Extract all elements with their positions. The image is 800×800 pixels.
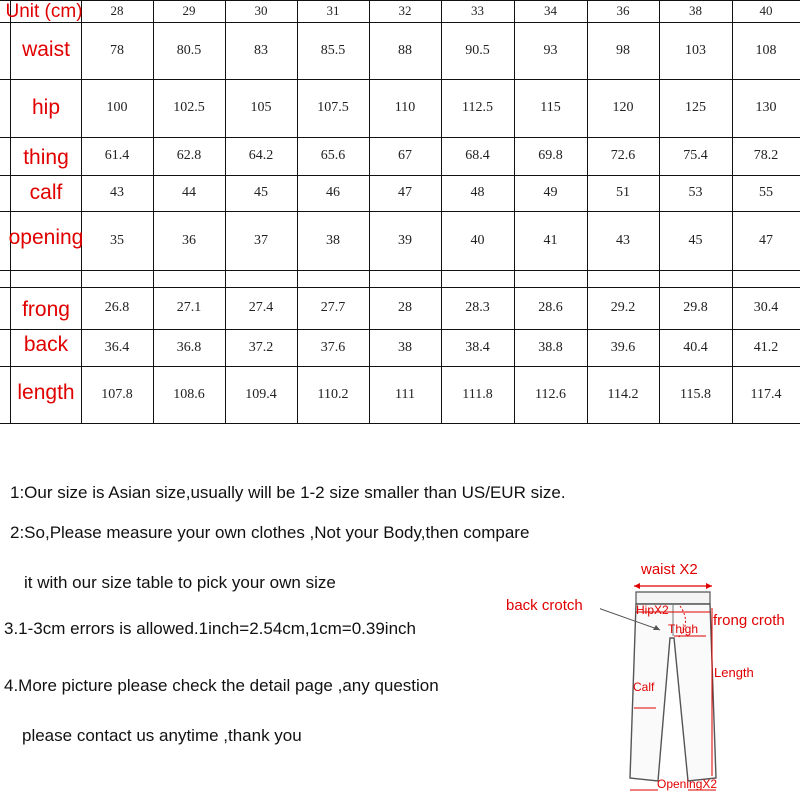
table-cell: 43: [110, 185, 124, 200]
table-rule: [369, 0, 370, 424]
size-header-cell: 34: [544, 3, 557, 18]
table-cell: 48: [470, 185, 485, 200]
table-cell: 45: [688, 233, 703, 248]
table-rule: [0, 287, 800, 288]
note-4: 4.More picture please check the detail page ,any question: [4, 676, 439, 695]
table-rule: [0, 423, 800, 424]
row-label-waist: waist: [22, 38, 70, 61]
table-cell: 40: [470, 233, 485, 248]
table-cell: 83: [254, 43, 268, 58]
table-rule: [0, 270, 800, 271]
table-cell: 85.5: [320, 43, 346, 58]
table-cell: 51: [616, 185, 630, 200]
diagram-waist-label: waist X2: [641, 561, 698, 578]
table-cell: 75.4: [683, 148, 708, 163]
row-label-length: length: [17, 381, 75, 404]
table-cell: 98: [616, 43, 630, 58]
table-cell: 36.8: [176, 340, 202, 355]
diagram-thigh-label: Thigh: [668, 622, 699, 636]
diagram-front-crotch-label: frong croth: [713, 612, 785, 629]
row-label-front: frong: [22, 298, 70, 321]
table-rule: [732, 0, 733, 424]
table-rule: [225, 0, 226, 424]
size-header-cell: 29: [182, 3, 196, 18]
table-cell: 27.7: [320, 300, 346, 315]
table-cell: 109.4: [245, 387, 277, 402]
table-cell: 47: [759, 233, 773, 248]
table-cell: 28: [398, 300, 412, 315]
table-cell: 88: [398, 43, 412, 58]
table-cell: 68.4: [465, 148, 490, 163]
size-header-cell: 32: [398, 3, 412, 18]
table-cell: 43: [616, 233, 630, 248]
table-cell: 36: [182, 233, 196, 248]
table-cell: 130: [755, 100, 777, 115]
table-cell: 38.8: [538, 340, 563, 355]
size-header-cell: 36: [616, 3, 630, 18]
waist-arrow-head: [634, 583, 640, 589]
note-1: 1:Our size is Asian size,usually will be 1-2 size smaller than US/EUR size.: [10, 483, 566, 502]
table-cell: 103: [685, 43, 706, 58]
table-rule: [0, 211, 800, 212]
note-2: 2:So,Please measure your own clothes ,Not your Body,then compare: [10, 523, 530, 542]
table-rule: [0, 79, 800, 80]
table-cell: 69.8: [538, 148, 563, 163]
table-rule: [81, 0, 82, 424]
table-cell: 111.8: [462, 387, 493, 402]
table-cell: 100: [106, 100, 128, 115]
table-cell: 30.4: [753, 300, 779, 315]
table-cell: 53: [688, 185, 703, 200]
size-header-cell: 40: [759, 3, 773, 18]
table-rule: [0, 366, 800, 367]
table-cell: 28.6: [538, 300, 563, 315]
table-rule: [0, 22, 800, 23]
table-cell: 39: [398, 233, 412, 248]
table-cell: 41: [543, 233, 558, 248]
table-cell: 125: [685, 100, 706, 115]
table-rule: [514, 0, 515, 424]
table-cell: 29.2: [610, 300, 636, 315]
table-cell: 36.4: [104, 340, 130, 355]
table-cell: 47: [398, 185, 412, 200]
diagram-calf-label: Calf: [633, 680, 655, 694]
table-cell: 41.2: [753, 340, 779, 355]
table-cell: 55: [759, 185, 773, 200]
table-cell: 61.4: [104, 148, 130, 163]
table-cell: 67: [398, 148, 412, 163]
table-cell: 78: [110, 43, 124, 58]
table-cell: 111: [395, 387, 415, 402]
size-header-cell: 31: [326, 3, 340, 18]
table-cell: 45: [254, 185, 268, 200]
table-cell: 37: [254, 233, 268, 248]
table-rule: [10, 0, 11, 424]
table-cell: 108: [755, 43, 777, 58]
table-cell: 120: [612, 100, 634, 115]
table-cell: 38: [326, 233, 340, 248]
row-label-thigh: thing: [23, 146, 69, 169]
table-rule: [659, 0, 660, 424]
table-cell: 72.6: [610, 148, 636, 163]
table-cell: 110: [394, 100, 416, 115]
table-rule: [587, 0, 588, 424]
note-2-continued: it with our size table to pick your own size: [24, 573, 336, 592]
table-cell: 62.8: [176, 148, 202, 163]
waist-arrow-head: [706, 583, 712, 589]
table-cell: 80.5: [176, 43, 202, 58]
table-cell: 49: [543, 185, 558, 200]
table-cell: 38: [398, 340, 412, 355]
table-cell: 93: [543, 43, 558, 58]
row-label-opening: opening: [8, 226, 84, 249]
table-rule: [0, 137, 800, 138]
size-header-cell: 30: [254, 3, 268, 18]
table-cell: 117.4: [750, 387, 782, 402]
table-cell: 27.4: [248, 300, 274, 315]
table-cell: 27.1: [176, 300, 202, 315]
table-cell: 26.8: [104, 300, 130, 315]
table-cell: 40.4: [683, 340, 708, 355]
table-cell: 37.2: [248, 340, 274, 355]
table-cell: 102.5: [173, 100, 205, 115]
diagram-opening-label: OpeningX2: [657, 777, 718, 791]
table-cell: 108.6: [173, 387, 205, 402]
table-rule: [0, 329, 800, 330]
table-rule: [297, 0, 298, 424]
table-cell: 44: [182, 185, 196, 200]
diagram-length-label: Length: [714, 665, 754, 680]
table-cell: 28.3: [465, 300, 490, 315]
row-label-hip: hip: [31, 96, 61, 119]
table-rule: [0, 175, 800, 176]
table-cell: 110.2: [317, 387, 349, 402]
note-4-continued: please contact us anytime ,thank you: [22, 726, 302, 745]
table-cell: 29.8: [683, 300, 708, 315]
table-cell: 39.6: [610, 340, 636, 355]
size-header-cell: 28: [110, 3, 124, 18]
table-cell: 114.2: [607, 387, 639, 402]
table-cell: 115.8: [680, 387, 711, 402]
table-cell: 46: [326, 185, 340, 200]
table-cell: 105: [250, 100, 272, 115]
table-rule: [441, 0, 442, 424]
table-cell: 112.6: [535, 387, 566, 402]
table-cell: 38.4: [465, 340, 490, 355]
note-3: 3.1-3cm errors is allowed.1inch=2.54cm,1cm=0.39inch: [4, 619, 416, 638]
size-header-cell: 38: [689, 3, 702, 18]
table-cell: 35: [110, 233, 124, 248]
diagram-hip-label: HipX2: [636, 603, 669, 617]
table-cell: 115: [540, 100, 561, 115]
table-cell: 64.2: [248, 148, 274, 163]
diagram-back-crotch-label: back crotch: [506, 597, 583, 614]
row-label-calf: calf: [29, 181, 63, 204]
table-rule: [0, 0, 800, 1]
table-rule: [153, 0, 154, 424]
table-cell: 107.8: [101, 387, 133, 402]
unit-header: Unit (cm): [5, 1, 83, 22]
table-cell: 37.6: [320, 340, 346, 355]
table-cell: 90.5: [465, 43, 490, 58]
table-cell: 107.5: [317, 100, 349, 115]
table-cell: 78.2: [753, 148, 779, 163]
row-label-back: back: [23, 333, 69, 356]
size-header-cell: 33: [471, 3, 484, 18]
table-cell: 65.6: [320, 148, 346, 163]
table-cell: 112.5: [462, 100, 493, 115]
